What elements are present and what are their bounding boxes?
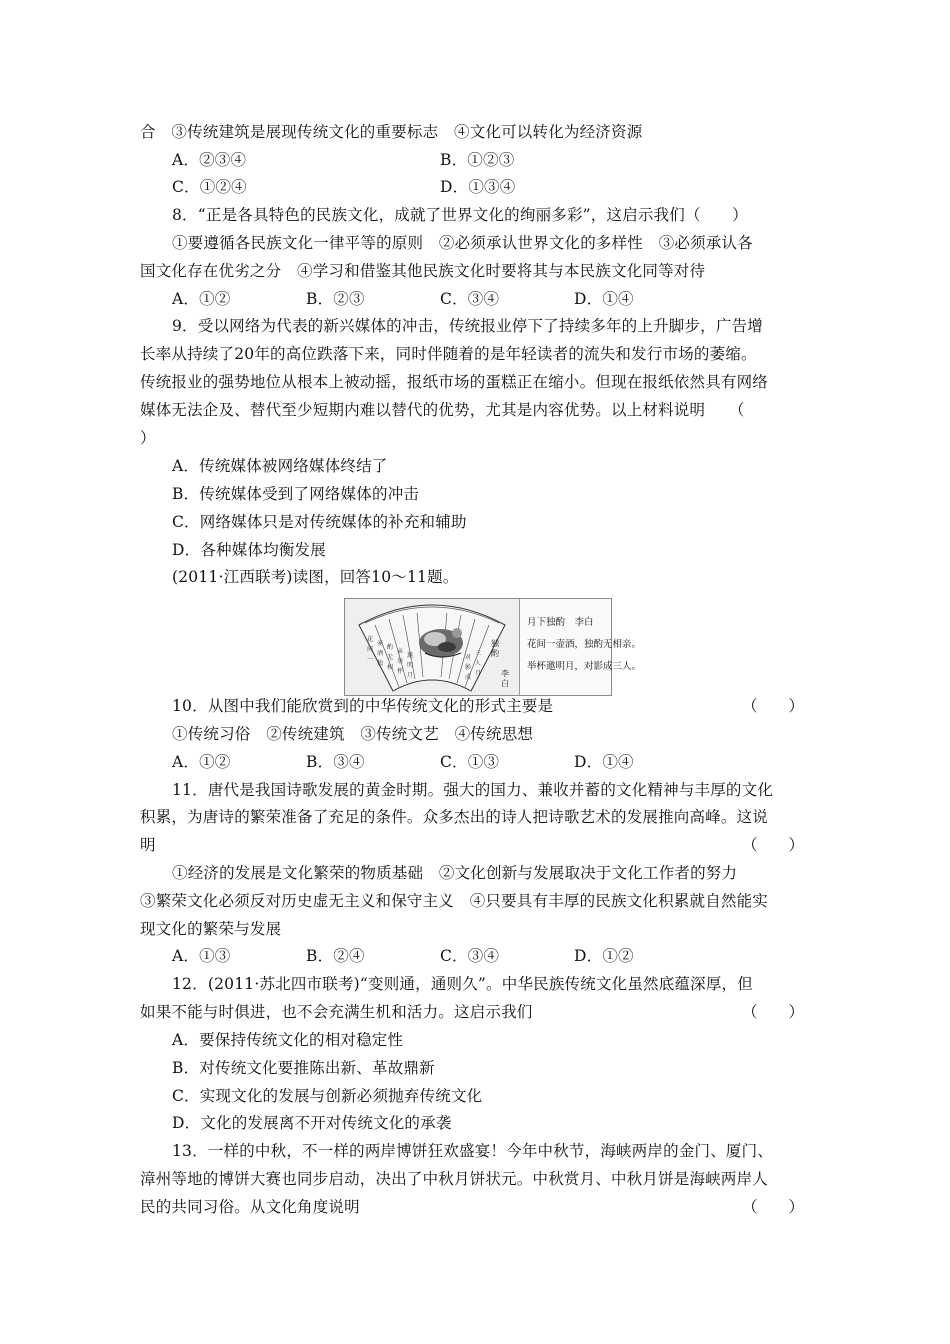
q8-option-a: A．①② bbox=[172, 290, 231, 308]
q11-statements-line-3: 现文化的繁荣与发展 bbox=[140, 920, 282, 938]
fan-title: 独酌 bbox=[491, 639, 499, 658]
svg-text:影: 影 bbox=[465, 664, 472, 671]
q7-option-b: B．①②③ bbox=[440, 151, 515, 169]
q12-stem-line-2: 如果不能与时俱进，也不会充满生机和活力。这启示我们 bbox=[140, 1003, 533, 1021]
svg-text:独: 独 bbox=[377, 660, 384, 667]
fan-illustration bbox=[345, 599, 519, 695]
q8-option-c: C．③④ bbox=[440, 290, 500, 308]
q10-answer-paren: （ ） bbox=[742, 697, 805, 715]
svg-text:酌: 酌 bbox=[387, 644, 394, 651]
q10-option-a: A．①② bbox=[172, 753, 231, 771]
q11-option-d: D．①② bbox=[574, 947, 634, 965]
q12-option-b: B．对传统文化要推陈出新、革故鼎新 bbox=[172, 1059, 435, 1077]
svg-text:邀: 邀 bbox=[407, 652, 414, 659]
q12-stem-line-1: 12．(2011·苏北四市联考)“变则通，通则久”。中华民族传统文化虽然底蕴深厚，但 bbox=[172, 975, 753, 993]
q12-option-d: D．文化的发展离不开对传统文化的承袭 bbox=[172, 1114, 452, 1132]
q9-option-c: C．网络媒体只是对传统媒体的补充和辅助 bbox=[172, 513, 467, 531]
q13-stem-line-3: 民的共同习俗。从文化角度说明 bbox=[140, 1198, 360, 1216]
q13-answer-paren: （ ） bbox=[742, 1198, 805, 1216]
svg-text:酒: 酒 bbox=[377, 650, 384, 657]
q10-11-intro: (2011·江西联考)读图，回答10～11题。 bbox=[172, 568, 459, 586]
q10-option-d: D．①④ bbox=[574, 753, 634, 771]
q9-option-d: D．各种媒体均衡发展 bbox=[172, 541, 326, 559]
q8-statements-line-1: ①要遵循各民族文化一律平等的原则 ②必须承认世界文化的多样性 ③必须承认各 bbox=[172, 234, 753, 252]
q9-option-b: B．传统媒体受到了网络媒体的冲击 bbox=[172, 485, 420, 503]
svg-text:相: 相 bbox=[387, 664, 394, 671]
svg-text:亲: 亲 bbox=[397, 648, 404, 655]
svg-text:壶: 壶 bbox=[377, 640, 384, 647]
svg-text:人: 人 bbox=[475, 660, 482, 667]
q9-stem-line-4: 媒体无法企及、替代至少短期内难以替代的优势，尤其是内容优势。以上材料说明 （ bbox=[140, 401, 745, 419]
svg-text:成: 成 bbox=[465, 674, 472, 681]
svg-text:无: 无 bbox=[387, 654, 394, 661]
q9-stem-line-3: 传统报业的强势地位从根本上被动摇，报纸市场的蛋糕正在缩小。但现在报纸依然具有网络 bbox=[140, 373, 769, 391]
svg-text:月: 月 bbox=[475, 670, 482, 677]
q13-stem-line-2: 漳州等地的博饼大赛也同步启动，决出了中秋月饼状元。中秋赏月、中秋月饼是海峡两岸人 bbox=[140, 1170, 769, 1188]
q11-statements-line-1: ①经济的发展是文化繁荣的物质基础 ②文化创新与发展取决于文化工作者的努力 bbox=[172, 864, 738, 882]
svg-text:对: 对 bbox=[465, 654, 472, 661]
q8-option-b: B．②③ bbox=[306, 290, 365, 308]
q10-option-c: C．①③ bbox=[440, 753, 500, 771]
q7-options-continued: 合 ③传统建筑是展现传统文化的重要标志 ④文化可以转化为经济资源 bbox=[140, 123, 643, 141]
figure-divider bbox=[519, 599, 520, 695]
q11-option-a: A．①③ bbox=[172, 947, 231, 965]
q7-option-d: D．①③④ bbox=[440, 178, 516, 196]
svg-text:间: 间 bbox=[367, 646, 374, 653]
q10-stem: 10．从图中我们能欣赏到的中华传统文化的形式主要是 bbox=[172, 697, 554, 715]
q12-answer-paren: （ ） bbox=[742, 1003, 805, 1021]
q10-option-b: B．③④ bbox=[306, 753, 365, 771]
q11-stem-line-1: 11．唐代是我国诗歌发展的黄金时期。强大的国力、兼收并蓄的文化精神与丰厚的文化 bbox=[172, 781, 774, 799]
q12-option-a: A．要保持传统文化的相对稳定性 bbox=[172, 1031, 404, 1049]
poem-fan-figure bbox=[344, 598, 642, 696]
q8-option-d: D．①④ bbox=[574, 290, 634, 308]
svg-text:月: 月 bbox=[407, 672, 414, 679]
poem-line-1: 花间一壶酒，独酌无相亲。 bbox=[527, 639, 642, 650]
svg-text:杯: 杯 bbox=[397, 668, 404, 675]
q11-option-b: B．②④ bbox=[306, 947, 365, 965]
svg-text:花: 花 bbox=[367, 636, 374, 643]
q11-stem-line-3: 明 bbox=[140, 836, 156, 854]
q10-statements: ①传统习俗 ②传统建筑 ③传统文艺 ④传统思想 bbox=[172, 725, 534, 743]
q11-stem-line-2: 积累，为唐诗的繁荣准备了充足的条件。众多杰出的诗人把诗歌艺术的发展推向高峰。这说 bbox=[140, 808, 769, 826]
svg-text:举: 举 bbox=[397, 658, 404, 665]
svg-text:三: 三 bbox=[475, 650, 482, 657]
svg-text:明: 明 bbox=[407, 662, 414, 669]
q11-answer-paren: （ ） bbox=[742, 836, 805, 854]
q9-option-a: A．传统媒体被网络媒体终结了 bbox=[172, 457, 388, 475]
q9-stem-line-1: 9．受以网络为代表的新兴媒体的冲击，传统报业停下了持续多年的上升脚步，广告增 bbox=[172, 317, 763, 335]
fan-author: 李白 bbox=[501, 669, 509, 688]
q13-stem-line-1: 13．一样的中秋，不一样的两岸博饼狂欢盛宴！今年中秋节，海峡两岸的金门、厦门、 bbox=[172, 1142, 774, 1160]
svg-text:一: 一 bbox=[367, 656, 374, 663]
poem-title: 月下独酌 李白 bbox=[527, 617, 594, 628]
q11-statements-line-2: ③繁荣文化必须反对历史虚无主义和保守主义 ④只要具有丰厚的民族文化积累就自然能实 bbox=[140, 892, 769, 910]
q7-option-c: C．①②④ bbox=[172, 178, 247, 196]
q8-statements-line-2: 国文化存在优劣之分 ④学习和借鉴其他民族文化时要将其与本民族文化同等对待 bbox=[140, 262, 706, 280]
poem-line-2: 举杯邀明月，对影成三人。 bbox=[527, 661, 642, 672]
q12-option-c: C．实现文化的发展与创新必须抛弃传统文化 bbox=[172, 1087, 483, 1105]
q9-stem-line-2: 长率从持续了20年的高位跌落下来，同时伴随着的是年轻读者的流失和发行市场的萎缩。 bbox=[140, 345, 757, 363]
q8-stem: 8．“正是各具特色的民族文化，成就了世界文化的绚丽多彩”，这启示我们（ ） bbox=[172, 206, 748, 224]
q11-option-c: C．③④ bbox=[440, 947, 500, 965]
q7-option-a: A．②③④ bbox=[172, 151, 247, 169]
q9-stem-line-5: ） bbox=[140, 429, 156, 447]
